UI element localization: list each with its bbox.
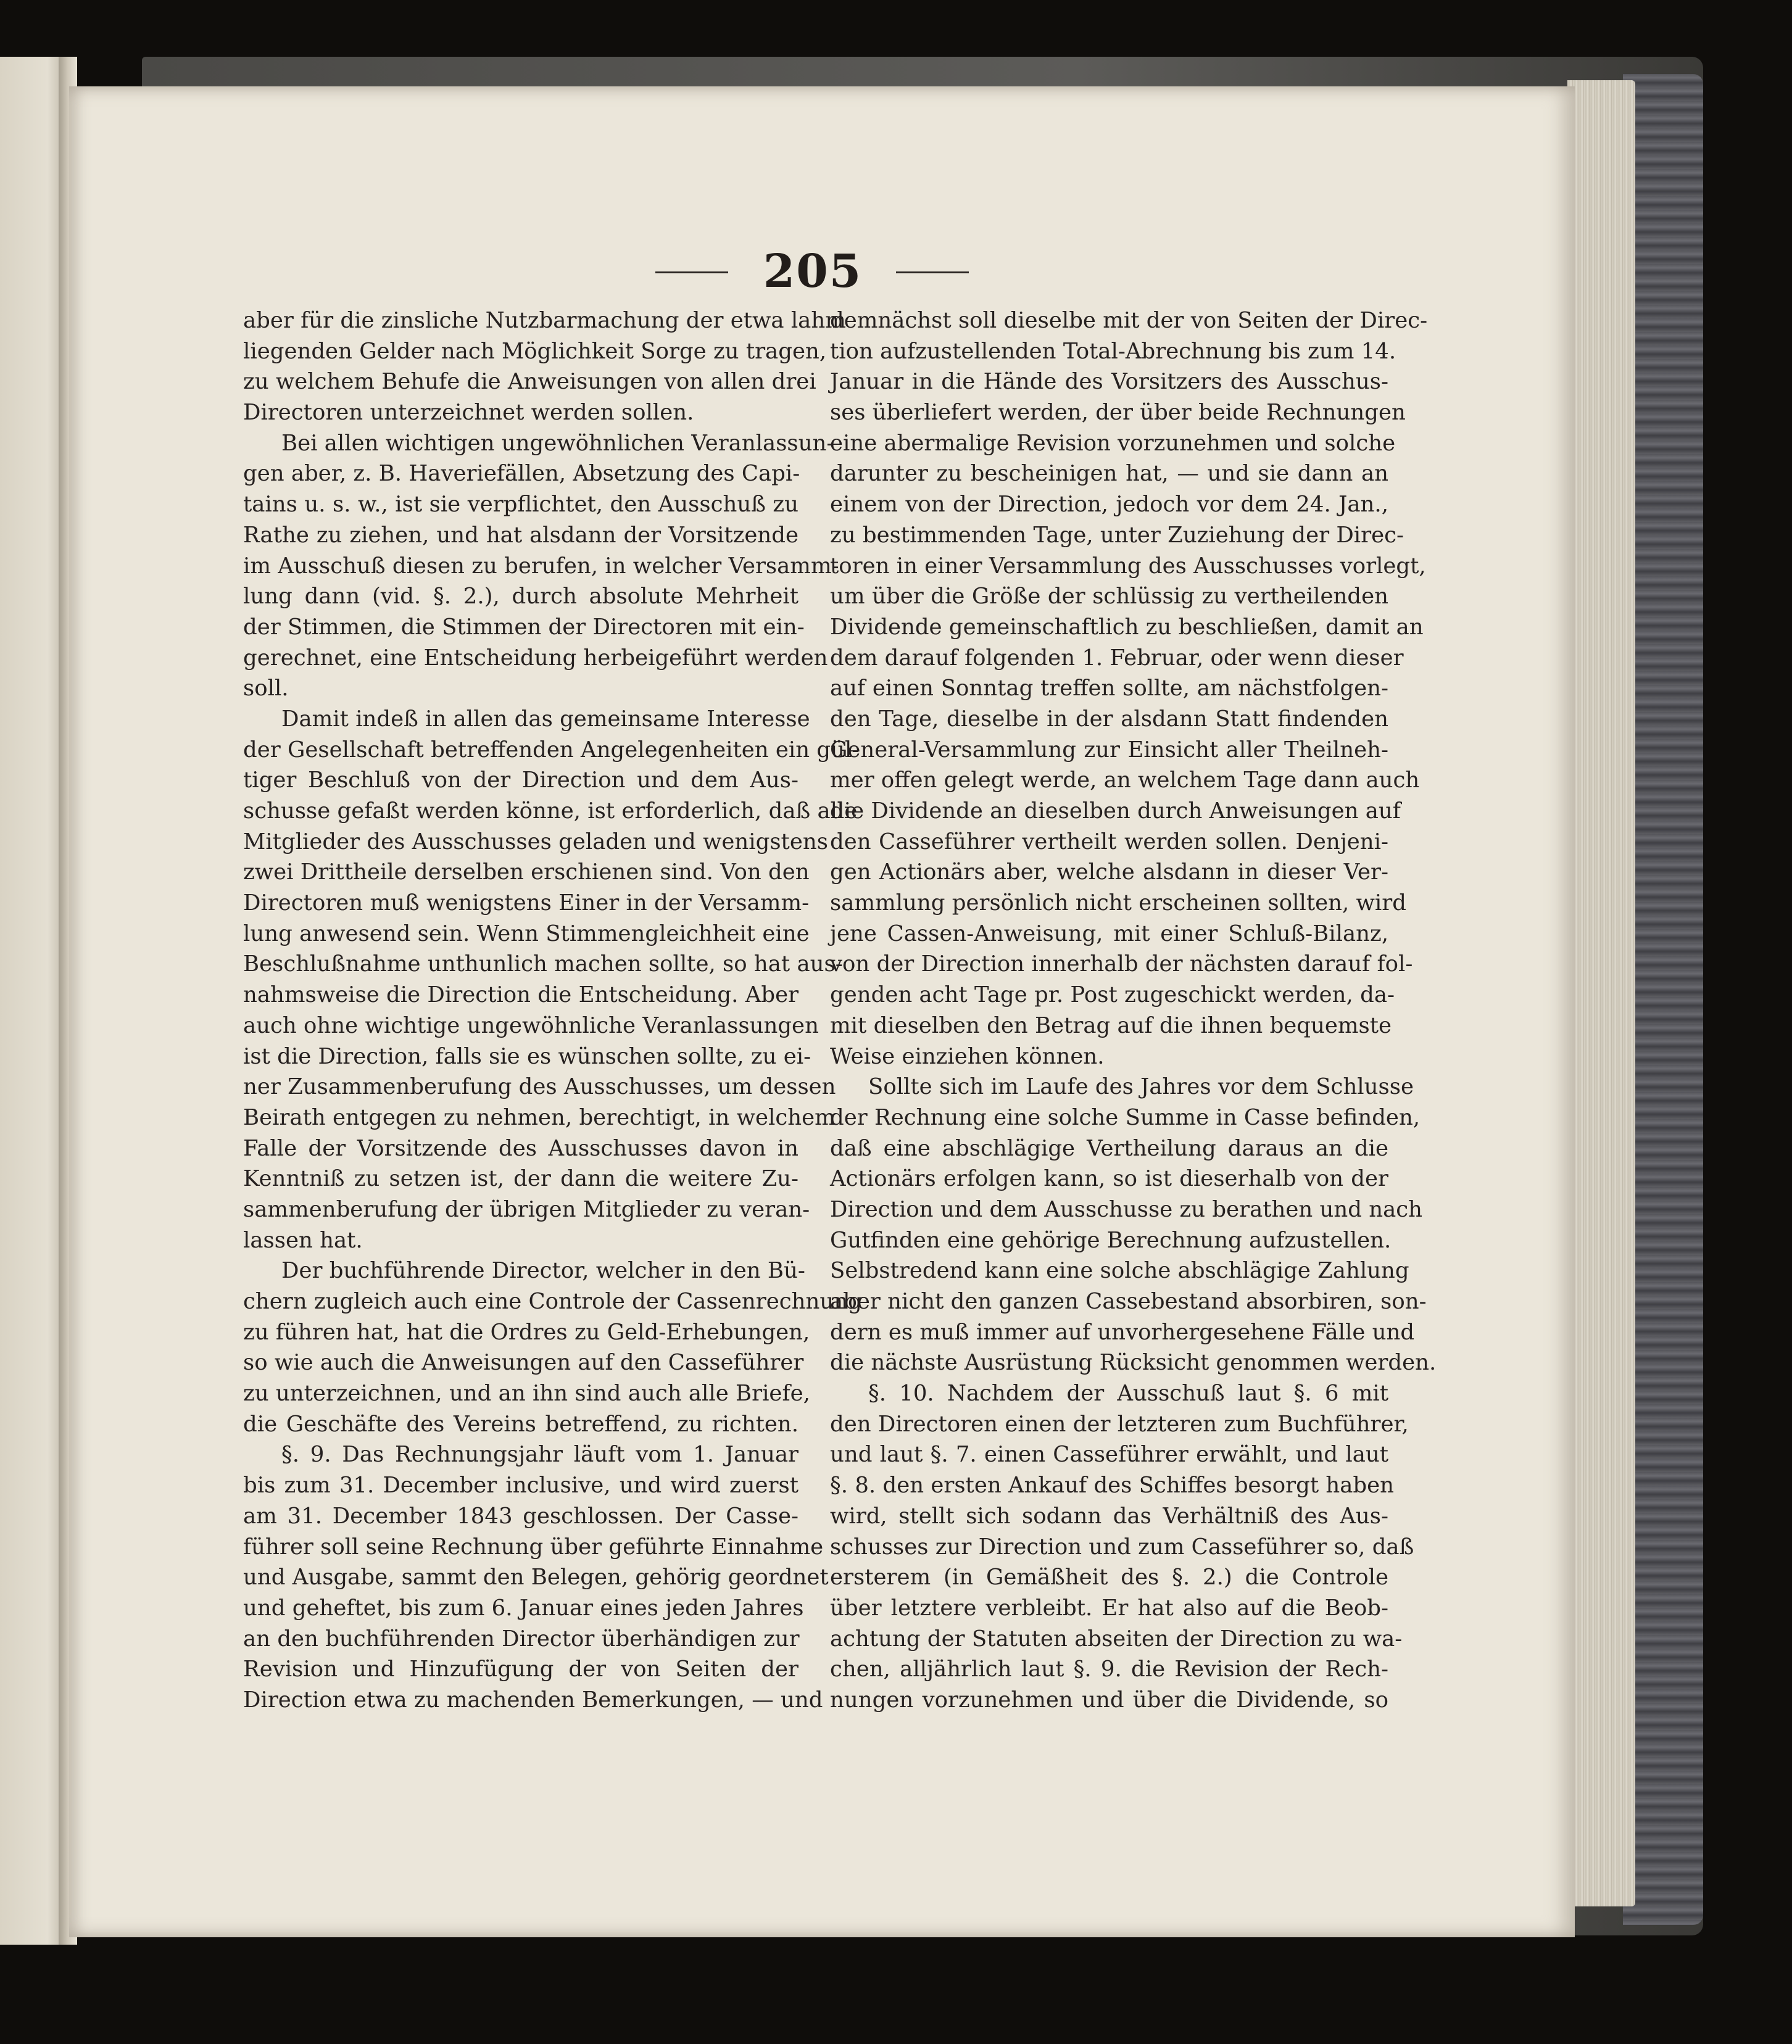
text-line: chen, alljährlich laut §. 9. die Revision der Rech- bbox=[830, 1657, 1388, 1682]
text-line: aber für die zinsliche Nutzbarmachung der etwa lahm bbox=[243, 308, 846, 333]
text-line: daß eine abschlägige Vertheilung daraus an die bbox=[830, 1135, 1388, 1161]
text-column-left bbox=[243, 305, 862, 1716]
text-line: zu bestimmenden Tage, unter Zuziehung der Direc- bbox=[830, 522, 1404, 548]
text-line: Gutfinden eine gehörige Berechnung aufzustellen. bbox=[830, 1227, 1392, 1253]
text-line: ses überliefert werden, der über beide Rechnungen bbox=[830, 400, 1406, 426]
text-line: über letztere verbleibt. Er hat also auf die Beob- bbox=[830, 1595, 1388, 1621]
text-line: Actionärs erfolgen kann, so ist dieserhalb von der bbox=[830, 1166, 1388, 1192]
text-line: genden acht Tage pr. Post zugeschickt werden, da- bbox=[830, 982, 1395, 1008]
text-line: nungen vorzunehmen und über die Dividende, so bbox=[830, 1687, 1388, 1713]
text-line: an den buchführenden Director überhändigen zur bbox=[243, 1626, 800, 1652]
text-line: dem darauf folgenden 1. Februar, oder wenn dieser bbox=[830, 645, 1404, 671]
text-line: ist die Direction, falls sie es wünschen sollte, zu ei- bbox=[243, 1043, 811, 1069]
text-line: tiger Beschluß von der Direction und dem Aus- bbox=[243, 768, 799, 793]
text-line: Damit indeß in allen das gemeinsame Interesse bbox=[281, 706, 810, 732]
text-line: Kenntniß zu setzen ist, der dann die weitere Zu- bbox=[243, 1166, 799, 1192]
text-line: zwei Drittheile derselben erschienen sind. Von den bbox=[243, 859, 810, 885]
text-line: einem von der Direction, jedoch vor dem 24. Jan., bbox=[830, 492, 1388, 518]
header-rule-left bbox=[655, 271, 728, 273]
text-line: Directoren muß wenigstens Einer in der Versamm- bbox=[243, 890, 810, 916]
text-line: um über die Größe der schlüssig zu vertheilenden bbox=[830, 584, 1388, 610]
text-line: den Directoren einen der letzteren zum Buchführer, bbox=[830, 1411, 1409, 1437]
text-line: von der Direction innerhalb der nächsten darauf fol- bbox=[830, 951, 1413, 977]
text-line: Der buchführende Director, welcher in den Bü- bbox=[281, 1258, 805, 1284]
text-line: Dividende gemeinschaftlich zu beschließen, damit an bbox=[830, 614, 1424, 640]
text-line: auf einen Sonntag treffen sollte, am nächstfolgen- bbox=[830, 676, 1388, 701]
text-line: Weise einziehen können. bbox=[830, 1043, 1105, 1069]
text-line: dern es muß immer auf unvorhergesehene Fälle und bbox=[830, 1319, 1415, 1345]
text-line: nahmsweise die Direction die Entscheidung. Aber bbox=[243, 982, 799, 1008]
text-line: der Gesellschaft betreffenden Angelegenheiten ein gül- bbox=[243, 737, 860, 763]
text-line: chern zugleich auch eine Controle der Cassenrechnung bbox=[243, 1289, 862, 1314]
text-line: §. 9. Das Rechnungsjahr läuft vom 1. Januar bbox=[281, 1442, 799, 1468]
text-line: Directoren unterzeichnet werden sollen. bbox=[243, 400, 694, 426]
text-line: sammlung persönlich nicht erscheinen sollten, wird bbox=[830, 890, 1406, 916]
text-line: wird, stellt sich sodann das Verhältniß des Aus- bbox=[830, 1503, 1388, 1529]
text-line: ersterem (in Gemäßheit des §. 2.) die Controle bbox=[830, 1565, 1388, 1591]
text-line: gen aber, z. B. Haveriefällen, Absetzung des Capi- bbox=[243, 461, 800, 487]
text-line: Beirath entgegen zu nehmen, berechtigt, in welchem bbox=[243, 1104, 836, 1130]
text-line: am 31. December 1843 geschlossen. Der Casse- bbox=[243, 1503, 799, 1529]
text-line: aber nicht den ganzen Cassebestand absorbiren, son- bbox=[830, 1289, 1427, 1314]
text-line: zu unterzeichnen, und an ihn sind auch alle Briefe, bbox=[243, 1381, 810, 1407]
text-line: führer soll seine Rechnung über geführte Einnahme bbox=[243, 1534, 824, 1560]
text-line: der Rechnung eine solche Summe in Casse befinden, bbox=[830, 1104, 1421, 1130]
text-line: mit dieselben den Betrag auf die ihnen bequemste bbox=[830, 1012, 1392, 1038]
text-line: und geheftet, bis zum 6. Januar eines jeden Jahres bbox=[243, 1595, 804, 1621]
text-line: Direction und dem Ausschusse zu berathen und nach bbox=[830, 1196, 1423, 1222]
text-column-right bbox=[830, 305, 1437, 1716]
text-line: sammenberufung der übrigen Mitglieder zu veran- bbox=[243, 1196, 810, 1222]
header-rule-right bbox=[896, 271, 969, 273]
text-line: den Casseführer vertheilt werden sollen. Denjeni- bbox=[830, 829, 1388, 854]
text-line: und Ausgabe, sammt den Belegen, gehörig geordnet bbox=[243, 1565, 829, 1591]
text-line: die Geschäfte des Vereins betreffend, zu richten. bbox=[243, 1411, 799, 1437]
facing-page-edge bbox=[0, 57, 68, 1945]
text-line: Sollte sich im Laufe des Jahres vor dem Schlusse bbox=[868, 1074, 1414, 1100]
text-line: bis zum 31. December inclusive, und wird zuerst bbox=[243, 1473, 799, 1499]
text-line: auch ohne wichtige ungewöhnliche Veranlassungen bbox=[243, 1012, 819, 1038]
text-line: §. 10. Nachdem der Ausschuß laut §. 6 mit bbox=[868, 1381, 1388, 1407]
text-line: die nächste Ausrüstung Rücksicht genommen werden. bbox=[830, 1350, 1437, 1376]
page-header bbox=[69, 238, 1575, 305]
text-line: Direction etwa zu machenden Bemerkungen, — und bbox=[243, 1687, 823, 1713]
text-line: der Stimmen, die Stimmen der Directoren mit ein- bbox=[243, 614, 805, 640]
text-line: tains u. s. w., ist sie verpflichtet, den Ausschuß zu bbox=[243, 492, 799, 518]
page-block-edge bbox=[1567, 80, 1635, 1906]
text-line: Beschlußnahme unthunlich machen sollte, so hat aus- bbox=[243, 951, 843, 977]
text-line: ner Zusammenberufung des Ausschusses, um dessen bbox=[243, 1074, 836, 1100]
text-line: zu führen hat, hat die Ordres zu Geld-Erhebungen, bbox=[243, 1319, 810, 1345]
text-line: die Dividende an dieselben durch Anweisungen auf bbox=[830, 798, 1401, 824]
text-line: mer offen gelegt werde, an welchem Tage dann auch bbox=[830, 768, 1420, 793]
text-line: lassen hat. bbox=[243, 1227, 363, 1253]
text-line: §. 8. den ersten Ankauf des Schiffes besorgt haben bbox=[830, 1473, 1395, 1499]
text-line: Januar in die Hände des Vorsitzers des Ausschus- bbox=[830, 369, 1388, 395]
text-line: soll. bbox=[243, 676, 289, 701]
text-line: schusse gefaßt werden könne, ist erforderlich, daß alle bbox=[243, 798, 858, 824]
text-line: jene Cassen-Anweisung, mit einer Schluß-Bilanz, bbox=[830, 921, 1388, 946]
text-line: lung dann (vid. §. 2.), durch absolute Mehrheit bbox=[243, 584, 799, 610]
text-line: Bei allen wichtigen ungewöhnlichen Veranlassun- bbox=[281, 430, 834, 456]
text-line: so wie auch die Anweisungen auf den Casseführer bbox=[243, 1350, 804, 1376]
text-line: lung anwesend sein. Wenn Stimmengleichheit eine bbox=[243, 921, 810, 946]
text-line: eine abermalige Revision vorzunehmen und solche bbox=[830, 430, 1396, 456]
text-line: Revision und Hinzufügung der von Seiten der bbox=[243, 1657, 799, 1682]
text-line: gen Actionärs aber, welche alsdann in dieser Ver- bbox=[830, 859, 1388, 885]
text-line: gerechnet, eine Entscheidung herbeigeführt werden bbox=[243, 645, 828, 671]
text-line: Mitglieder des Ausschusses geladen und wenigstens bbox=[243, 829, 828, 854]
book-page bbox=[69, 86, 1575, 1937]
text-line: den Tage, dieselbe in der alsdann Statt findenden bbox=[830, 706, 1388, 732]
text-line: Rathe zu ziehen, und hat alsdann der Vorsitzende bbox=[243, 522, 799, 548]
text-line: demnächst soll dieselbe mit der von Seiten der Direc- bbox=[830, 308, 1428, 333]
text-line: Selbstredend kann eine solche abschlägige Zahlung bbox=[830, 1258, 1409, 1284]
text-line: liegenden Gelder nach Möglichkeit Sorge zu tragen, bbox=[243, 338, 827, 364]
text-line: darunter zu bescheinigen hat, — und sie dann an bbox=[830, 461, 1388, 487]
text-line: achtung der Statuten abseiten der Direction zu wa- bbox=[830, 1626, 1403, 1652]
text-line: zu welchem Behufe die Anweisungen von allen drei bbox=[243, 369, 816, 395]
text-line: Falle der Vorsitzende des Ausschusses davon in bbox=[243, 1135, 799, 1161]
text-line: und laut §. 7. einen Casseführer erwählt, und laut bbox=[830, 1442, 1388, 1468]
text-line: im Ausschuß diesen zu berufen, in welcher Versamm- bbox=[243, 553, 839, 579]
text-line: toren in einer Versammlung des Ausschusses vorlegt, bbox=[830, 553, 1426, 579]
page-number: 205 bbox=[763, 245, 863, 298]
text-line: General-Versammlung zur Einsicht aller Theilneh- bbox=[830, 737, 1388, 763]
text-line: schusses zur Direction und zum Casseführer so, daß bbox=[830, 1534, 1414, 1560]
text-line: tion aufzustellenden Total-Abrechnung bis zum 14. bbox=[830, 338, 1396, 364]
